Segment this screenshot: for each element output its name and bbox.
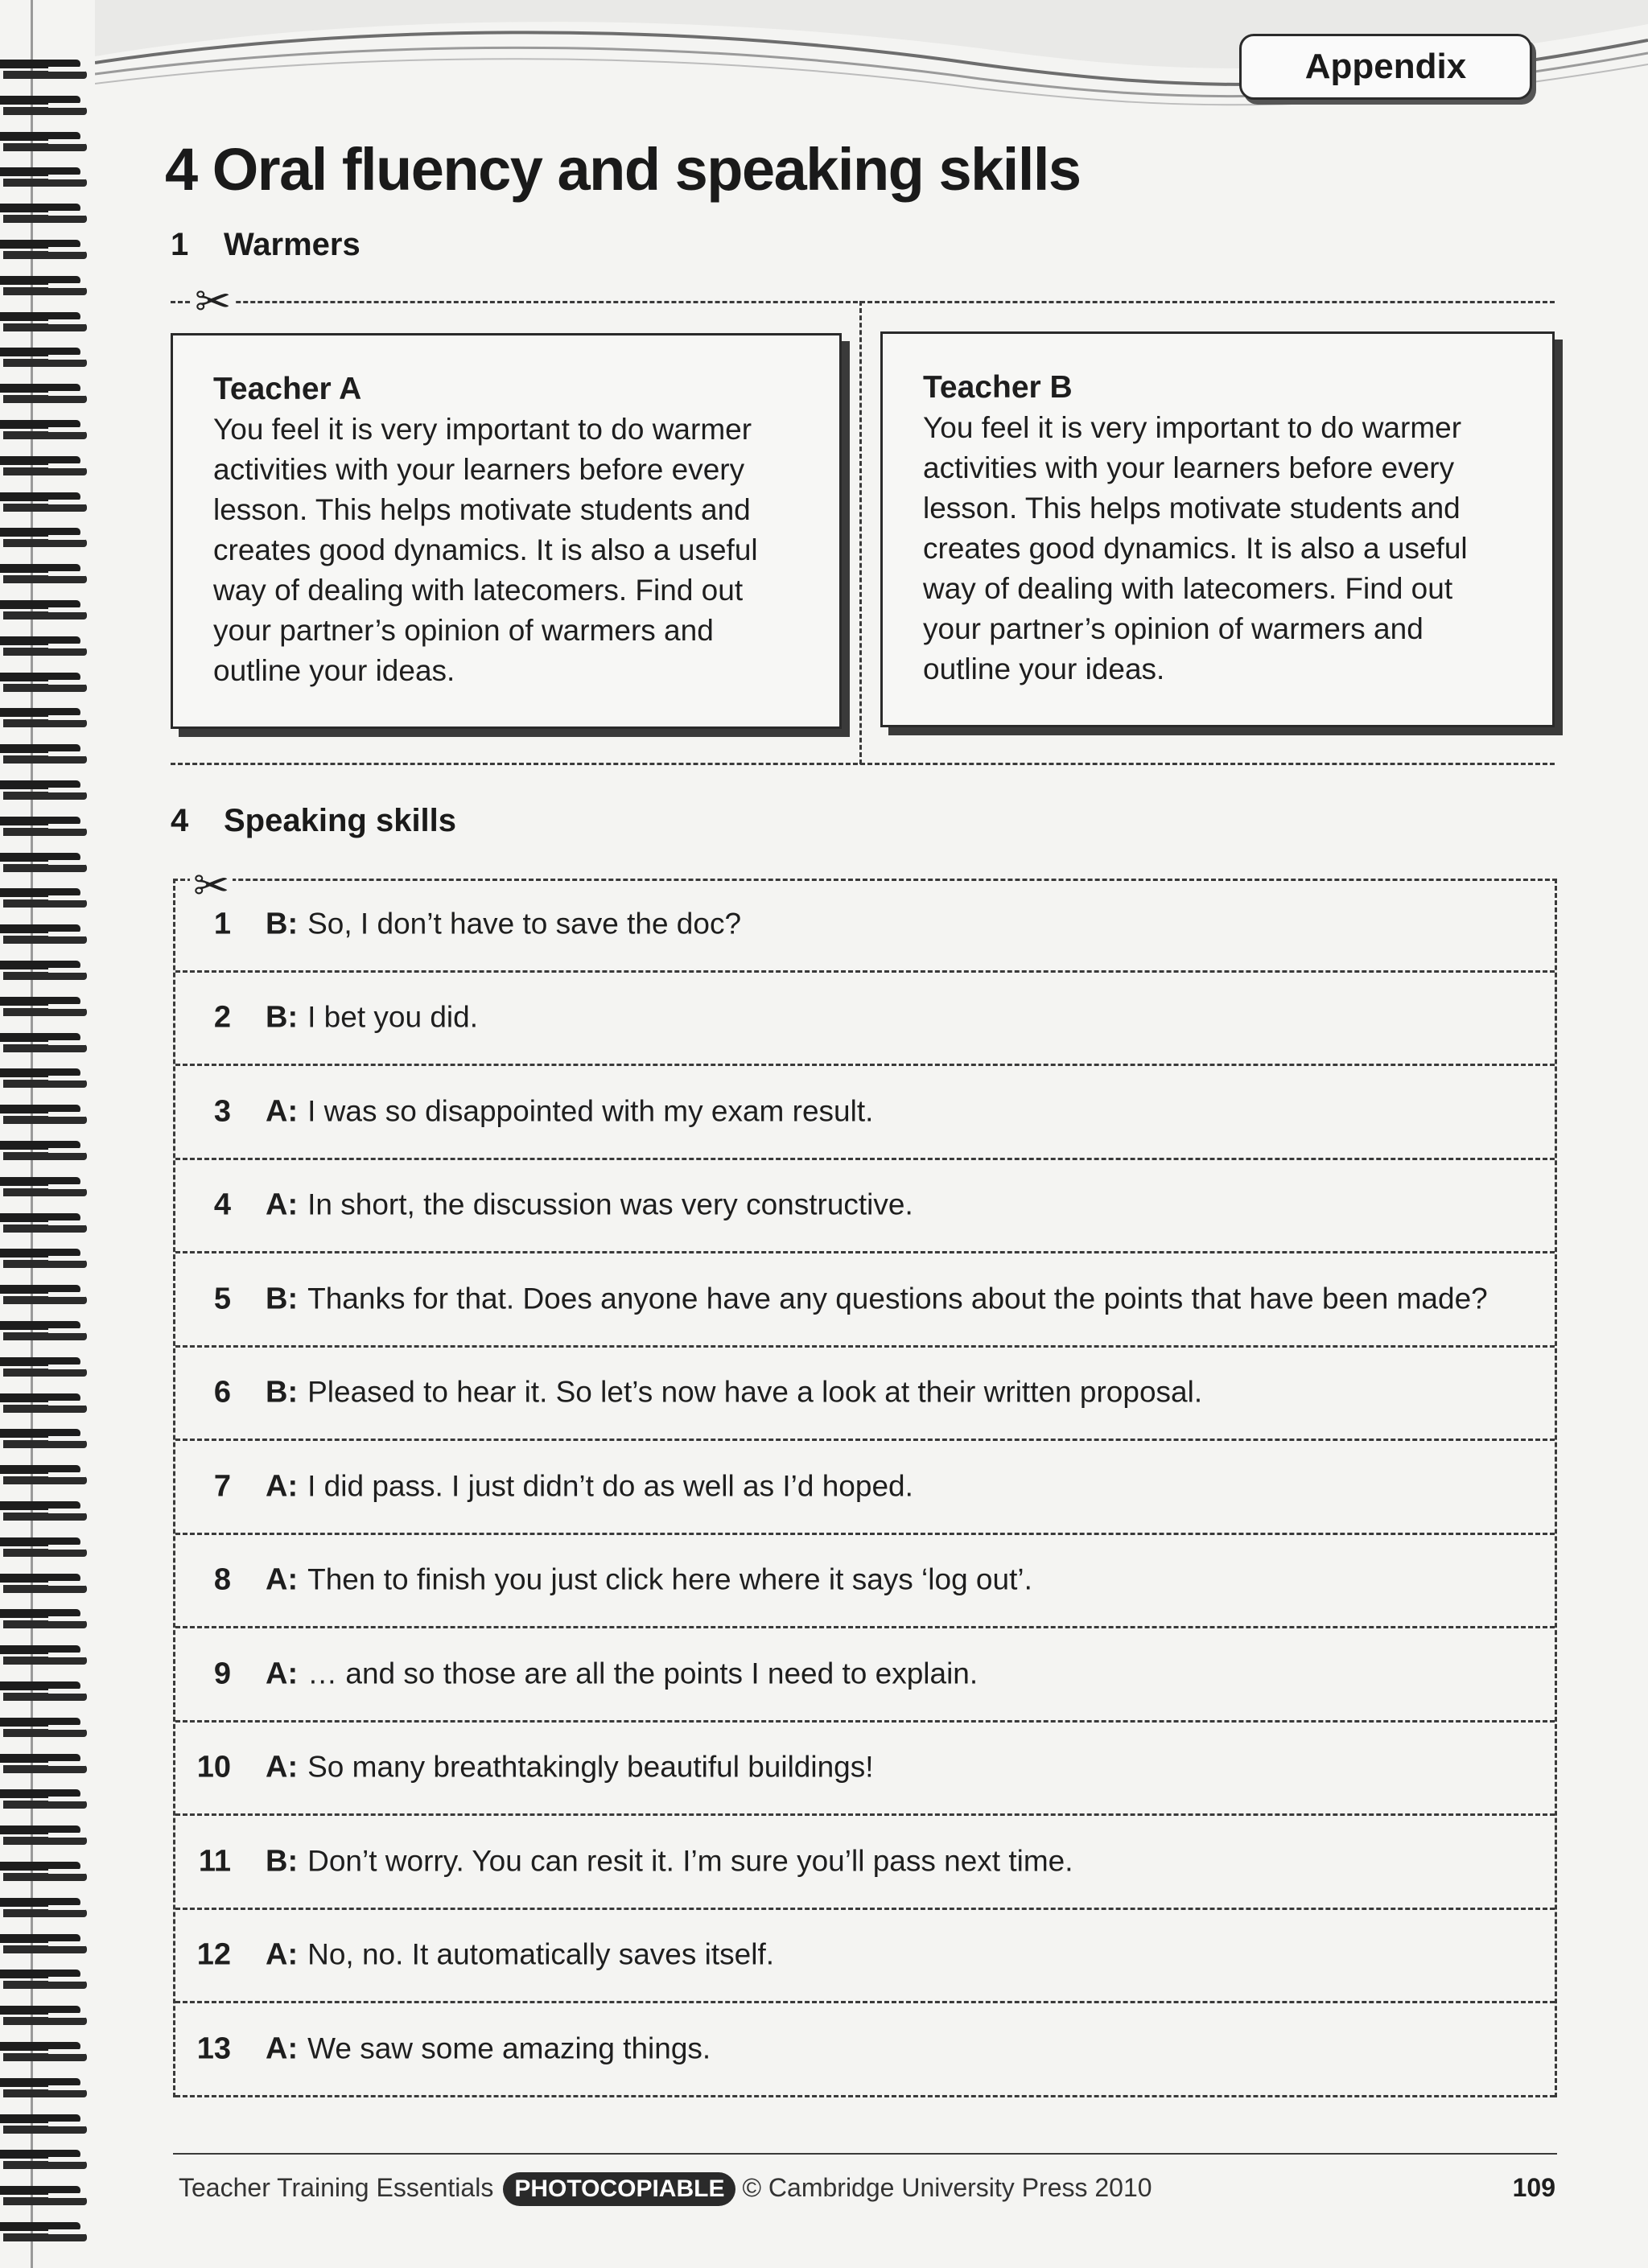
binding-coil: [0, 1640, 90, 1668]
binding-coil: [0, 1965, 90, 1992]
item-text: No, no. It automatically saves itself.: [307, 1937, 775, 1971]
list-item: [175, 1723, 1555, 1817]
item-number: 10: [196, 1750, 231, 1784]
list-item: [175, 1910, 1555, 2004]
item-speaker: A:: [266, 1469, 299, 1504]
scissors-icon: ✂: [192, 280, 234, 323]
item-speaker: A:: [266, 1562, 299, 1597]
binding-coil: [0, 956, 90, 983]
binding-coil: [0, 632, 90, 659]
binding-coil: [0, 1100, 90, 1127]
item-speaker: A:: [266, 1657, 299, 1691]
binding-coil: [0, 1604, 90, 1632]
binding-coil: [0, 2110, 90, 2137]
list-item: [175, 1628, 1555, 1723]
item-number: 6: [213, 1375, 231, 1410]
binding-coil: [0, 451, 90, 479]
list-item: [175, 2003, 1555, 2097]
item-text: I bet you did.: [307, 1000, 478, 1034]
item-text: Pleased to hear it. So let’s now have a look at their written proposal.: [307, 1375, 1203, 1409]
item-speaker: B:: [266, 1844, 299, 1879]
binding-coil: [0, 1424, 90, 1451]
item-number: 4: [213, 1188, 231, 1222]
binding-coil: [0, 1496, 90, 1524]
binding-coil: [0, 415, 90, 442]
teacher-b-title: Teacher B: [923, 370, 1073, 405]
binding-coil: [0, 920, 90, 947]
speaking-skills-list: [173, 879, 1557, 2097]
item-speaker: B:: [266, 1000, 299, 1035]
footer-copyright: © Cambridge University Press 2010: [742, 2173, 1152, 2202]
binding-coil: [0, 1352, 90, 1380]
item-text: In short, the discussion was very constructive.: [307, 1188, 913, 1221]
item-number: 7: [213, 1469, 231, 1504]
item-speaker: A:: [266, 1094, 299, 1129]
binding-coil: [0, 1569, 90, 1596]
item-text: We saw some amazing things.: [307, 2031, 711, 2065]
list-item: [175, 1253, 1555, 1348]
binding-coil: [0, 1172, 90, 1200]
teacher-a-title: Teacher A: [213, 372, 362, 406]
scissors-icon: ✂: [190, 864, 233, 908]
item-number: 3: [213, 1094, 231, 1129]
binding-coil: [0, 1460, 90, 1488]
teacher-a-body: You feel it is very important to do warmer activities with your learners before every lesson. This helps motivate students and creates good dynamics. It is also a useful way of dealing with latecomers. Find out your partner’s opinion of warmers and outline your ideas.: [213, 413, 758, 687]
item-text: … and so those are all the points I need to explain.: [307, 1657, 978, 1690]
item-speaker: A:: [266, 1750, 299, 1784]
item-number: 9: [213, 1657, 231, 1691]
binding-coil: [0, 1893, 90, 1920]
binding-coil: [0, 883, 90, 911]
binding-coil: [0, 703, 90, 731]
binding-coil: [0, 1713, 90, 1740]
section-1-number: 1: [171, 227, 189, 262]
teacher-a-card: [171, 333, 842, 729]
binding-coil: [0, 1244, 90, 1271]
footer-book-title: Teacher Training Essentials: [179, 2173, 494, 2202]
binding-coil: [0, 2217, 90, 2245]
binding-coil: [0, 1028, 90, 1056]
binding-coil: [0, 2037, 90, 2064]
binding-coil: [0, 812, 90, 839]
binding-coil: [0, 668, 90, 695]
item-text: I did pass. I just didn’t do as well as I’d hoped.: [307, 1469, 913, 1503]
list-item: [175, 1160, 1555, 1254]
binding-coil: [0, 559, 90, 587]
item-number: 8: [213, 1562, 231, 1597]
list-item: [175, 1348, 1555, 1442]
binding-coil: [0, 1280, 90, 1307]
list-item: [175, 1816, 1555, 1910]
footer-rule: [173, 2153, 1557, 2155]
binding-coil: [0, 163, 90, 190]
binding-coil: [0, 2145, 90, 2172]
appendix-tab: Appendix: [1239, 34, 1532, 100]
item-speaker: B:: [266, 1282, 299, 1316]
binding-coil: [0, 1749, 90, 1776]
binding-coil: [0, 307, 90, 335]
binding-coil: [0, 1821, 90, 1848]
item-number: 13: [196, 2031, 231, 2066]
binding-coil: [0, 488, 90, 515]
cut-line-middle: [859, 301, 862, 764]
binding-coil: [0, 343, 90, 370]
binding-coil: [0, 848, 90, 875]
binding-coil: [0, 1929, 90, 1957]
item-speaker: A:: [266, 2031, 299, 2066]
teacher-b-body: You feel it is very important to do warmer activities with your learners before every lesson. This helps motivate students and creates good dynamics. It is also a useful way of dealing with latecomers. Find out your partner’s opinion of warmers and outline your ideas.: [923, 411, 1468, 685]
binding-coil: [0, 91, 90, 118]
item-speaker: B:: [266, 907, 299, 941]
section-4-title: Speaking skills: [224, 803, 457, 838]
photocopiable-badge: PHOTOCOPIABLE: [503, 2172, 735, 2206]
section-4-number: 4: [171, 803, 189, 838]
section-4-heading: [171, 803, 456, 839]
binding-coil: [0, 2181, 90, 2208]
binding-coil: [0, 992, 90, 1019]
teacher-b-card: [880, 331, 1555, 727]
list-item: [175, 1441, 1555, 1535]
binding-coil: [0, 1784, 90, 1812]
binding-coil: [0, 1064, 90, 1091]
binding-coil: [0, 1208, 90, 1236]
item-text: Then to finish you just click here where it says ‘log out’.: [307, 1562, 1032, 1596]
list-item: [175, 973, 1555, 1067]
binding-coil: [0, 595, 90, 623]
item-speaker: A:: [266, 1188, 299, 1222]
binding-coil: [0, 235, 90, 262]
binding-coil: [0, 1316, 90, 1344]
binding-coil: [0, 1389, 90, 1416]
binding-coil: [0, 379, 90, 406]
list-item: [175, 1066, 1555, 1160]
section-1-title: Warmers: [224, 227, 360, 262]
cut-line-top: [171, 301, 1555, 303]
binding-coil: [0, 1857, 90, 1884]
item-number: 5: [213, 1282, 231, 1316]
page-number: 109: [1512, 2173, 1555, 2202]
binding-coil: [0, 776, 90, 803]
item-number: 12: [196, 1937, 231, 1972]
binding-coil: [0, 1533, 90, 1560]
binding-coil: [0, 2001, 90, 2028]
item-speaker: A:: [266, 1937, 299, 1972]
binding-coil: [0, 523, 90, 550]
section-1-heading: [171, 227, 360, 263]
binding-coil: [0, 55, 90, 82]
binding-coil: [0, 1136, 90, 1163]
item-number: 2: [213, 1000, 231, 1035]
binding-coil: [0, 271, 90, 298]
cut-line-bottom: [171, 763, 1555, 765]
list-item: [175, 1535, 1555, 1629]
item-speaker: B:: [266, 1375, 299, 1410]
item-number: 11: [198, 1844, 231, 1879]
item-text: So many breathtakingly beautiful buildings!: [307, 1750, 874, 1784]
footer: [179, 2167, 1152, 2208]
binding-coil: [0, 739, 90, 767]
binding-coil: [0, 127, 90, 154]
page-title: 4 Oral fluency and speaking skills: [165, 136, 1081, 203]
item-text: Thanks for that. Does anyone have any questions about the points that have been made?: [307, 1282, 1488, 1315]
binding-coil: [0, 2073, 90, 2101]
spiral-binding: [0, 0, 95, 2268]
item-number: 1: [213, 907, 231, 941]
binding-coil: [0, 1677, 90, 1704]
item-text: So, I don’t have to save the doc?: [307, 907, 742, 941]
list-item: [175, 879, 1555, 973]
item-text: I was so disappointed with my exam result.: [307, 1094, 874, 1128]
binding-coil: [0, 199, 90, 226]
item-text: Don’t worry. You can resit it. I’m sure you’ll pass next time.: [307, 1844, 1073, 1878]
